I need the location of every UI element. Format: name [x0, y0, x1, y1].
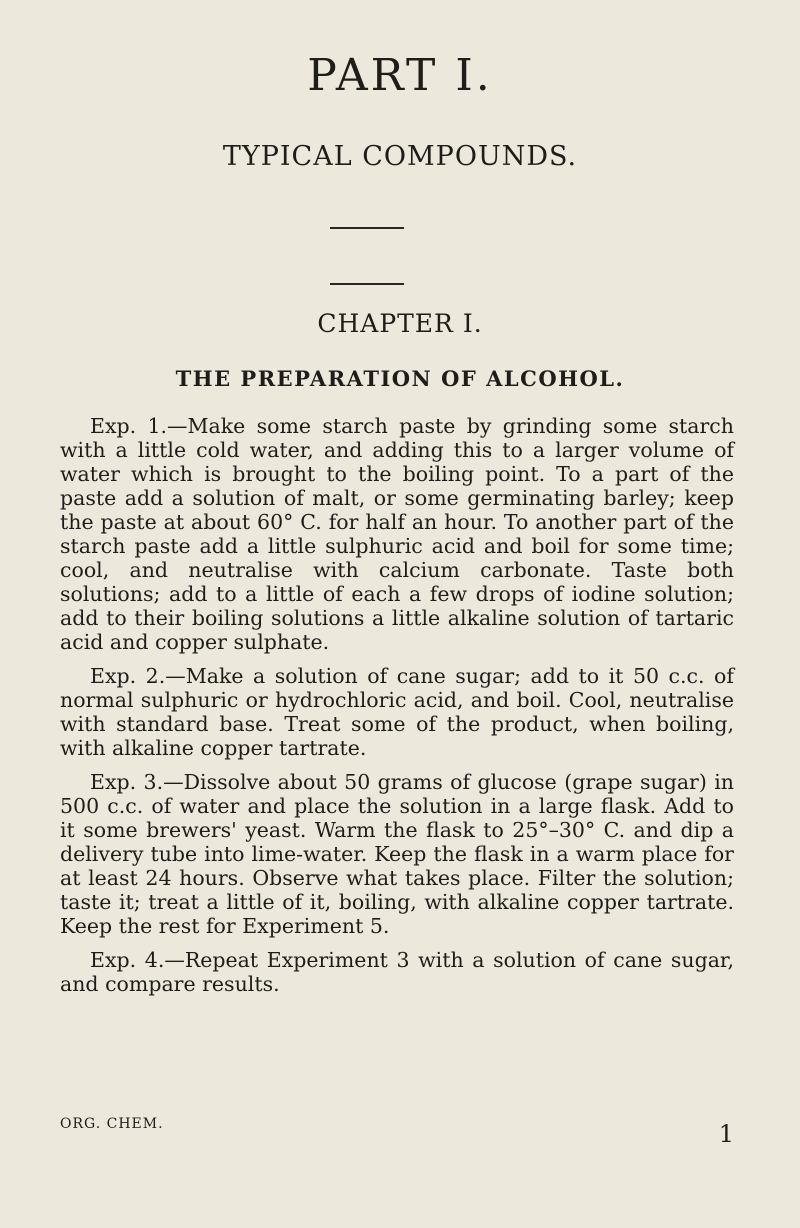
experiment-text: —Dissolve about 50 grams of glucose (grape sugar) in 500 c.c. of water and place the solution in a large flask. Add to it some brewers' yeast. Warm the flask to 25°–30° C. and dip a delivery tube into lime-water. Keep the flask in a warm place for at least 24 hours. Observe what takes place. Filter the solution; taste it; treat a little of it, boiling, with alkaline copper tartrate. Keep the rest for Experiment 5.: [60, 770, 734, 938]
page-footer: [60, 1116, 734, 1146]
experiment-paragraph: [60, 414, 734, 654]
part-title: PART I.: [307, 50, 493, 101]
experiment-label: Exp. 1.: [90, 414, 168, 438]
divider-rule: [330, 227, 404, 229]
section-subtitle: TYPICAL COMPOUNDS.: [222, 141, 578, 172]
experiment-paragraph: [60, 770, 734, 938]
experiment-text: —Make some starch paste by grinding some starch with a little cold water, and adding this to a larger volume of water which is brought to the boiling point. To a part of the paste add a solution of malt, or some germinating barley; keep the paste at about 60° C. for half an hour. To another part of the starch paste add a little sulphuric acid and boil for some time; cool, and neutralise with calcium carbonate. Taste both solutions; add to a little of each a few drops of iodine solution; add to their boiling solutions a little alkaline solution of tartaric acid and copper sulphate.: [60, 414, 734, 654]
experiment-label: Exp. 4.: [90, 948, 165, 972]
experiment-label: Exp. 2.: [90, 664, 166, 688]
experiment-text: —Repeat Experiment 3 with a solution of cane sugar, and compare results.: [60, 948, 734, 996]
experiment-paragraph: [60, 664, 734, 760]
experiment-text: —Make a solution of cane sugar; add to it 50 c.c. of normal sulphuric or hydrochloric acid, and boil. Cool, neutralise with standard base. Treat some of the product, when boiling, with alkaline copper tartrate.: [60, 664, 734, 760]
experiment-paragraph: [60, 948, 734, 996]
body-text: [60, 414, 734, 1006]
divider-rule: [330, 283, 404, 285]
page-number: 1: [718, 1120, 734, 1148]
chapter-title: THE PREPARATION OF ALCOHOL.: [175, 366, 625, 391]
chapter-heading: CHAPTER I.: [317, 309, 483, 338]
signature-mark: ORG. CHEM.: [60, 1116, 164, 1132]
experiment-label: Exp. 3.: [90, 770, 164, 794]
